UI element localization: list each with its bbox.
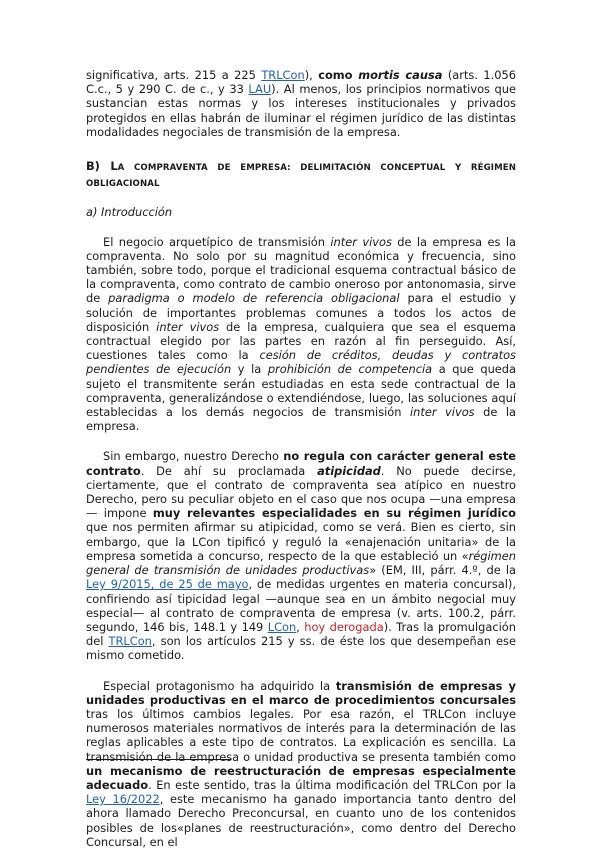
italic-term: inter vivos bbox=[330, 234, 392, 249]
text: . De ahí su proclamada bbox=[140, 463, 318, 478]
text: ). Tras la promulgación del bbox=[86, 619, 516, 649]
text: significativa, arts. 215 a 225 bbox=[86, 68, 262, 82]
text: , de medidas urgentes en materia concursal), confiriendo así tipicidad legal —aunque sea en un ámbito negocial muy especial— al contrato de compraventa de empresa (v. arts. 100.2, párr. segundo, 146 bis, 148.1 y 149 bbox=[86, 577, 516, 634]
link-trlcon[interactable]: TRLCon bbox=[108, 634, 152, 649]
text: El negocio arquetípico de transmisión bbox=[103, 234, 331, 249]
subsection-heading: a) Introducción bbox=[86, 205, 173, 220]
italic-term: régimen general de transmisión de unidades productivas bbox=[86, 548, 516, 578]
text: . En este sentido, tras la última modificación del TRLCon por la bbox=[148, 777, 516, 792]
italic-term: prohibición de competencia bbox=[267, 362, 433, 377]
bold-italic-term: atipicidad bbox=[317, 463, 381, 478]
document-page bbox=[86, 68, 516, 849]
heading-prefix: B) L bbox=[86, 159, 118, 174]
italic-term: inter vivos bbox=[156, 319, 220, 334]
italic-term: paradigma o modelo de referencia obligacional bbox=[108, 291, 400, 306]
bold-text: un mecanismo de reestructuración de empresas especialmente adecuado bbox=[86, 763, 516, 792]
text: , bbox=[296, 619, 305, 634]
text: » (EM, III, párr. 4.º, de la bbox=[369, 563, 516, 578]
text: ). Al menos, los principios normativos que sustancian estas normas y los intereses institucionales y privados protegidos en ellas habrán de iluminar el régimen jurídico de las distintas modalidades negociales de transmisión de la empresa. bbox=[86, 82, 516, 139]
link-ley-16-2022[interactable]: Ley 16/2022 bbox=[86, 792, 160, 807]
text: para el estudio y solución de importantes problemas comunes a todos los actos de disposición bbox=[86, 291, 516, 334]
derogated-label: hoy derogada bbox=[304, 619, 384, 634]
bold-italic-term: mortis causa bbox=[358, 68, 443, 82]
text: ), bbox=[304, 68, 319, 82]
text: de la empresa. bbox=[86, 405, 516, 434]
heading-smallcaps: A COMPRAVENTA DE EMPRESA: DELIMITACIÓN CONCEPTUAL Y RÉGIMEN OBLIGACIONAL bbox=[86, 163, 516, 190]
text: Especial protagonismo ha adquirido la bbox=[103, 678, 336, 693]
paragraph-compraventa bbox=[86, 235, 516, 434]
paragraph-atipicidad bbox=[86, 449, 516, 662]
bold-text: no regula con carácter general este contrato bbox=[86, 449, 516, 478]
link-lau[interactable]: LAU bbox=[248, 82, 272, 97]
bold-text: transmisión de empresas y unidades productivas en el marco de procedimientos concursales bbox=[86, 678, 516, 707]
text: y la bbox=[231, 362, 268, 377]
link-ley-9-2015[interactable]: Ley 9/2015, de 25 de mayo bbox=[86, 577, 249, 592]
text: , este mecanismo ha ganado importancia tanto dentro del ahora llamado Derecho Preconcursal, en cuanto uno de los contenidos posibles de los«planes de reestructuración», como dentro del Derecho Concursal, en el bbox=[86, 792, 516, 849]
link-lcon[interactable]: LCon bbox=[267, 619, 297, 634]
text: de la empresa, cualquiera que sea el esquema contractual elegido por las partes en razón al fin perseguido. Así, cuestiones tales como la bbox=[86, 319, 516, 363]
text: que nos permiten afirmar su atipicidad, como se verá. Bien es cierto, sin embargo, que la LCon tipificó y reguló la «enajenación unitaria» de la empresa sometida a concurso, respecto de la que estableció un « bbox=[86, 520, 516, 563]
text: de la empresa es la compraventa. No solo por su magnitud económica y frecuencia, sino también, sobre todo, porque el tradicional esquema contractual básico de la compraventa, como contrato de cambio oneroso por antonomasia, sirve de bbox=[86, 234, 516, 306]
section-heading bbox=[86, 159, 516, 191]
bold-text: como bbox=[318, 68, 359, 82]
italic-term: cesión de créditos, deudas y contratos pendientes de ejecución bbox=[86, 348, 516, 377]
text: a que queda sujeto el transmitente serán estudiadas en esta sede contractual de la compraventa, generalizándose o extendiéndose, luego, las soluciones aquí establecidas a los demás negocios de transmisión bbox=[86, 362, 517, 420]
text: . No puede decirse, ciertamente, que el contrato de compraventa sea atípico en nuestro Derecho, pero su peculiar objeto en el caso que nos ocupa —una empresa— impone bbox=[86, 463, 516, 521]
footnote-divider bbox=[86, 759, 231, 760]
italic-term: inter vivos bbox=[410, 405, 475, 420]
text: (arts. 1.056 C.c., 5 y 290 C. de c., y 33 bbox=[86, 68, 517, 97]
text: Sin embargo, nuestro Derecho bbox=[103, 449, 284, 464]
paragraph-concursal bbox=[86, 679, 516, 849]
link-trlcon[interactable]: TRLCon bbox=[261, 68, 305, 82]
text: , son los artículos 215 y ss. de éste los que desempeñan ese mismo cometido. bbox=[86, 634, 516, 663]
bold-text: muy relevantes especialidades en su régimen jurídico bbox=[152, 506, 517, 521]
text: tras los últimos cambios legales. Por esa razón, el TRLCon incluye numerosos materiales normativos de interés para la determinación de las reglas aplicables a este tipo de contratos. La explicación es sencilla. La transmisión de la empresa o unidad productiva se presenta también como bbox=[86, 706, 516, 764]
paragraph-intro-continuation bbox=[86, 68, 516, 139]
